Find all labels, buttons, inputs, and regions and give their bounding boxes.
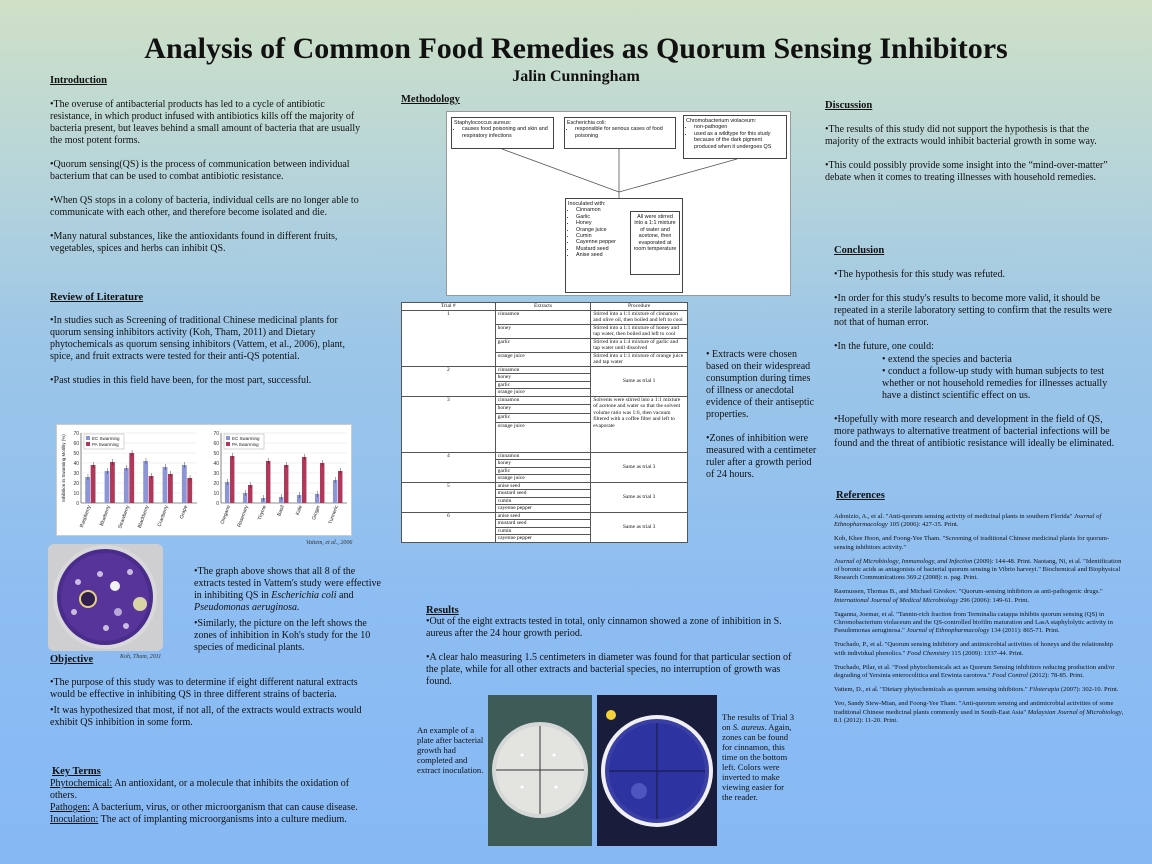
- bar: [85, 477, 90, 503]
- review-para-1: •In studies such as Screening of traditional Chinese medicinal plants for quorum sensing inhibitors activity (Koh, Tham, 2011) and Dietary phytochemicals as quorum sensing inhibitors (Vattem, et al., 2006), plant, spice, and fruit extracts were tested for their anti-QS potential.: [50, 315, 345, 362]
- y-tick-label: 40: [73, 461, 79, 467]
- legend-label: PA Swarming: [232, 442, 259, 447]
- left-plate-caption: An example of a plate after bacterial growth had completed and extract inoculation.: [417, 725, 484, 775]
- table-header-row: Trial # Extracts Procedure: [402, 303, 688, 311]
- bar: [143, 461, 148, 503]
- bar: [105, 471, 110, 503]
- y-tick-label: 50: [73, 451, 79, 457]
- results-heading: Results: [426, 605, 459, 616]
- conclusion-para-1: •The hypothesis for this study was refuted.: [834, 269, 1005, 280]
- bar: [266, 461, 270, 503]
- bar: [182, 465, 187, 503]
- x-tick-label: Thyme: [257, 504, 268, 522]
- table-row: orange juice: [402, 475, 688, 483]
- vattem-bar-chart: [56, 424, 352, 536]
- conclusion-para-2: •In order for this study's results to become more valid, it should be repeated in a sterile laboratory setting to confirm that the results were not that of human error.: [834, 293, 1112, 328]
- objective-section: [50, 654, 362, 741]
- chromobacterium-box: Chromobacterium violaceum: • non-pathogen • used as a wildtype for this study because of the dark pigment produced when it undergoes QS: [683, 115, 787, 159]
- table-row: 3 cinnamon Solvents were stirred into a 1:1 mixture of acetone and water so that the solvent volume ratio was 1:6, then vacuum filtered with a coffee filter and left to evaporate: [402, 396, 688, 405]
- right-plate-caption: The results of Trial 3 on S. aureus. Again, zones can be found for cinnamon, this time on the bottom left. Colors were inverted to make viewing easier for the reader.: [722, 712, 795, 802]
- x-tick-label: Basil: [276, 504, 286, 517]
- discussion-para-2: •This could possibly provide some insight into the “mind-over-matter” debate when it comes to treating illnesses with household remedies.: [825, 160, 1108, 183]
- x-tick-label: Strawberry: [117, 504, 132, 530]
- x-tick-label: Blueberry: [98, 504, 112, 527]
- table-row: mustard seed: [402, 490, 688, 498]
- reference-item: Adonizio, A., et al. "Anti-quorum sensing activity of medicinal plants in southern Florida" Journal of Ethnopharmacology 105 (2006): 427-35. Print.: [834, 513, 1102, 529]
- key-terms-section: [50, 766, 362, 826]
- reference-item: Truchado, P., et al. "Quorum sensing inhibitory and antimicrobial activities of honeys and the relationship with individual phenolics." Food Chemistry 115 (2009): 1337-44. Print.: [834, 641, 1113, 657]
- intro-para-3: •When QS stops in a colony of bacteria, individual cells are no longer able to communicate with each other, and therefore become isolated and die.: [50, 195, 359, 218]
- legend-swatch: [86, 436, 90, 440]
- bar: [110, 462, 115, 503]
- table-row: 5 anise seed Same as trial 3: [402, 482, 688, 490]
- legend-swatch: [226, 442, 230, 446]
- bar: [163, 467, 168, 503]
- petri-dish-image: [48, 544, 163, 651]
- y-tick-label: 20: [213, 481, 219, 487]
- y-tick-label: 50: [213, 451, 219, 457]
- conclusion-sub-1: • extend the species and bacteria: [882, 354, 1012, 365]
- legend-swatch: [226, 436, 230, 440]
- bar: [230, 456, 234, 503]
- side-note-para-1: • Extracts were chosen based on their widespread consumption during times of illness or anecdotal evidence of their antiseptic properties.: [706, 349, 815, 420]
- bar: [302, 457, 306, 503]
- y-axis-label: Inhibition in Swarming Motility (%): [61, 434, 66, 502]
- table-row: 6 anise seed Same as trial 3: [402, 512, 688, 520]
- x-tick-label: Oregano: [219, 504, 232, 525]
- x-tick-label: Ginger: [311, 504, 322, 521]
- table-row: honey: [402, 460, 688, 468]
- intro-para-4: •Many natural substances, like the antioxidants found in different fruits, vegetables, spices and herbs can inhibit QS.: [50, 231, 338, 254]
- x-tick-label: Rosemary: [236, 504, 250, 529]
- y-tick-label: 0: [76, 501, 79, 507]
- chart-caption: Vattem, et al., 2006: [306, 540, 353, 546]
- legend-swatch: [86, 442, 90, 446]
- reference-item: Journal of Microbiology, Immunology, and Infection (2009): 144-48. Print. Naotang, Ni, et al. "Identification of boronic acids as antagonists of bacterial quorum sensing in Vibrio harveyi." Biochemical and Biophysical Research Communications 369.2 (2008): n. pag. Print.: [834, 557, 1122, 582]
- table-row: mustard seed: [402, 520, 688, 528]
- table-row: 2 cinnamon Same as trial 1: [402, 366, 688, 374]
- review-para-2: •Past studies in this field have been, for the most part, successful.: [50, 375, 312, 386]
- graph-note: [194, 566, 384, 658]
- bar: [225, 482, 229, 503]
- inoculation-box: Inoculated with: • Cinnamon • Garlic • Honey • Orange juice • Cumin • Cayenne pepper • Mustard seed • Anise seed All were stirred into a 1:1 mixture of water and acetone, then evaporated at room temperature: [565, 198, 683, 293]
- discussion-para-1: •The results of this study did not support the hypothesis is that the majority of the extracts would inhibit bacterial growth in some way.: [825, 124, 1097, 147]
- key-terms-heading: Key Terms: [52, 766, 101, 777]
- key-term-pathogen: Pathogen: A bacterium, virus, or other microorganism that can cause disease.: [50, 802, 358, 813]
- methodology-heading: Methodology: [401, 94, 460, 105]
- procedure-table: [401, 302, 688, 543]
- bar: [168, 474, 173, 503]
- x-tick-label: Kale: [294, 504, 304, 517]
- bar: [261, 498, 265, 503]
- x-tick-label: Grape: [178, 504, 190, 520]
- x-tick-label: Turmeric: [327, 504, 340, 526]
- bar: [333, 480, 337, 503]
- table-row: 1 cinnamon Stirred into a 1:1 mixture of cinnamon and olive oil, then boiled and left to cool: [402, 310, 688, 324]
- table-row: orange juice: [402, 422, 688, 452]
- methodology-flowchart: [446, 111, 791, 296]
- staph-aureus-box: Staphylococcus aureus: • causes food poisoning and skin and respiratory infections: [451, 117, 554, 149]
- legend-label: PA Swarming: [92, 442, 119, 447]
- y-tick-label: 70: [213, 431, 219, 437]
- y-tick-label: 60: [213, 441, 219, 447]
- table-row: cayenne pepper: [402, 505, 688, 513]
- trial3-plate-image: [597, 695, 717, 846]
- objective-para-2: •It was hypothesized that most, if not all, of the extracts would extracts would exhibit QS inhibition in some form.: [50, 705, 362, 728]
- reference-item: Koh, Khee Hoon, and Foong-Yee Tham. "Screening of traditional Chinese medicinal plants for quorum-sensing inhibitors activity.": [834, 535, 1110, 551]
- bar: [284, 465, 288, 503]
- graph-note-para-1: •The graph above shows that all 8 of the extracts tested in Vattem's study were effective in inhibiting QS in Escherichia coli and Pseudomonas aeruginosa.: [194, 566, 381, 613]
- review-heading: Review of Literature: [50, 292, 144, 303]
- introduction-heading: Introduction: [50, 75, 107, 86]
- discussion-section: [825, 100, 1125, 196]
- table-row: garlic: [402, 381, 688, 389]
- bar: [315, 494, 319, 503]
- conclusion-heading: Conclusion: [834, 245, 885, 256]
- review-section: [50, 292, 362, 399]
- table-row: cayenne pepper: [402, 535, 688, 543]
- objective-para-1: •The purpose of this study was to determine if eight different natural extracts would be effective in inhibiting QS in three different strains of bacteria.: [50, 677, 358, 700]
- example-plate-image: [488, 695, 592, 846]
- key-term-inoculation: Inoculation: The act of implanting microorganisms into a culture medium.: [50, 814, 347, 825]
- bar: [124, 468, 129, 503]
- reference-item: Rasmussen, Thomas B., and Michael Givskov. "Quorum-sensing inhibitors as anti-pathogenic drugs." International Journal of Medical Microbiology 296 (2006): 149-61. Print.: [834, 588, 1103, 604]
- table-row: garlic: [402, 413, 688, 422]
- y-tick-label: 60: [73, 441, 79, 447]
- methodology-side-note: [706, 349, 818, 493]
- bar: [320, 463, 324, 503]
- references-heading: References: [836, 490, 885, 501]
- results-para-1: •Out of the eight extracts tested in total, only cinnamon showed a zone of inhibition in S. aureus after the 24 hour growth period.: [426, 616, 782, 639]
- bar-chart-svg: [57, 425, 353, 537]
- koh-plate-photo: [48, 544, 163, 651]
- conclusion-para-3: •In the future, one could:: [834, 341, 934, 352]
- table-row: orange juice: [402, 389, 688, 397]
- plate-caption: Koh, Tham, 2011: [120, 654, 162, 660]
- reference-item: Taganna, Joemar, et al. "Tannin-rich fraction from Terminalia catappa inhibits quorum sensing (QS) in Chromobacterium violaceum and the QS-controlled biofilm maturation and LasA staphylolytic activity in Pseudomonas aeruginosa." Journal of Ethnopharmacology 134 (2011): 865-71. Print.: [834, 610, 1113, 635]
- reference-item: Truchado, Pilar, et al. "Food phytochemicals act as Quorum Sensing inhibitors reducing production and/or degrading of Yersinia enterocolitica and Erwinia carotova." Food Control (2012): 78-85. Print.: [834, 663, 1115, 680]
- bar: [187, 478, 192, 503]
- objective-heading: Objective: [50, 654, 94, 665]
- results-para-2: •A clear halo measuring 1.5 centimeters in diameter was found for that particular section of the plate, while for all other extracts and bacterial species, no interruption of growth was found.: [426, 652, 792, 687]
- intro-para-1: •The overuse of antibacterial products has led to a cycle of antibiotic resistance, in which product infused with antibiotics kills off the majority of bacteria present, but leaves behind a small amount of bacteria that are usually the most potent forms.: [50, 99, 361, 146]
- legend-label: EC Swarming: [92, 436, 120, 441]
- table-row: 4 cinnamon Same as trial 3: [402, 452, 688, 460]
- intro-para-2: •Quorum sensing(QS) is the process of communication between individual bacterium that can be used to combat antibiotic resistance.: [50, 159, 350, 182]
- bar: [297, 495, 301, 503]
- table-row: garlic: [402, 467, 688, 475]
- y-tick-label: 10: [73, 491, 79, 497]
- trial3-plate-photo: [597, 695, 717, 846]
- results-section: [426, 605, 798, 700]
- x-tick-label: Blackberry: [136, 504, 151, 529]
- table-row: honey: [402, 374, 688, 382]
- bar: [248, 485, 252, 503]
- bar: [91, 465, 96, 503]
- y-tick-label: 10: [213, 491, 219, 497]
- example-plate-photo: [488, 695, 592, 846]
- bar: [279, 497, 283, 503]
- ecoli-box: Escherichia coli: • responsible for serious cases of food poisoning: [564, 117, 676, 149]
- y-tick-label: 30: [213, 471, 219, 477]
- table-row: orange juice Stirred into a 1:1 mixture of orange juice and tap water: [402, 352, 688, 366]
- table-row: honey Stirred into a 1:1 mixture of honey and tap water, then boiled and left to cool: [402, 324, 688, 338]
- y-tick-label: 40: [213, 461, 219, 467]
- conclusion-sub-2: • conduct a follow-up study with human subjects to test whether or not household remedies for illnesses actually have a distinct scientific effect on us.: [882, 366, 1108, 401]
- bar: [338, 471, 342, 503]
- poster-title: Analysis of Common Food Remedies as Quorum Sensing Inhibitors: [144, 32, 1008, 65]
- conclusion-section: [834, 245, 1124, 462]
- x-tick-label: Cranberry: [156, 504, 170, 528]
- author-name: Jalin Cunningham: [512, 68, 640, 85]
- table-row: cumin: [402, 527, 688, 535]
- conclusion-para-4: •Hopefully with more research and development in the field of QS, more pathways to alternative treatment of bacterial infections will be found and the threat of antibiotic resistance will ideally be eliminated.: [834, 414, 1115, 449]
- table-row: cumin: [402, 497, 688, 505]
- reference-item: Vattem, D., et al. "Dietary phytochemicals as quorum sensing inhibitors." Filoterapia (2007): 302-10. Print.: [834, 686, 1119, 694]
- bar: [129, 453, 134, 503]
- key-term-phytochemical: Phytochemical: An antioxidant, or a molecule that inhibits the oxidation of others.: [50, 778, 350, 801]
- legend-label: EC Swarming: [232, 436, 260, 441]
- table-row: honey: [402, 405, 688, 414]
- reference-item: Yeo, Sandy Siew-Mian, and Foong-Yee Tham. "Anti-quorum sensing and antimicrobial activities of some traditional Chinese medicinal plants commonly used in South-East Asia" Malaysian Journal of Microbiology, 8.1 (2012): 11-20. Print.: [834, 700, 1124, 724]
- introduction-section: [50, 75, 362, 267]
- bar: [243, 493, 247, 503]
- bar: [149, 476, 154, 503]
- references-section: [834, 490, 1126, 731]
- y-tick-label: 30: [73, 471, 79, 477]
- side-note-para-2: •Zones of inhibition were measured with a centimeter ruler after a growth period of 24 hours.: [706, 433, 817, 480]
- y-tick-label: 70: [73, 431, 79, 437]
- table-row: garlic Stirred into a 1:4 mixture of garlic and tap water until dissolved: [402, 338, 688, 352]
- graph-note-para-2: •Similarly, the picture on the left shows the zones of inhibition in Koh's study for the 10 species of medicinal plants.: [194, 618, 371, 653]
- y-tick-label: 20: [73, 481, 79, 487]
- discussion-heading: Discussion: [825, 100, 873, 111]
- x-tick-label: Raspberry: [79, 504, 93, 529]
- y-tick-label: 0: [216, 501, 219, 507]
- stirring-note-box: All were stirred into a 1:1 mixture of water and acetone, then evaporated at room temperature: [630, 211, 680, 275]
